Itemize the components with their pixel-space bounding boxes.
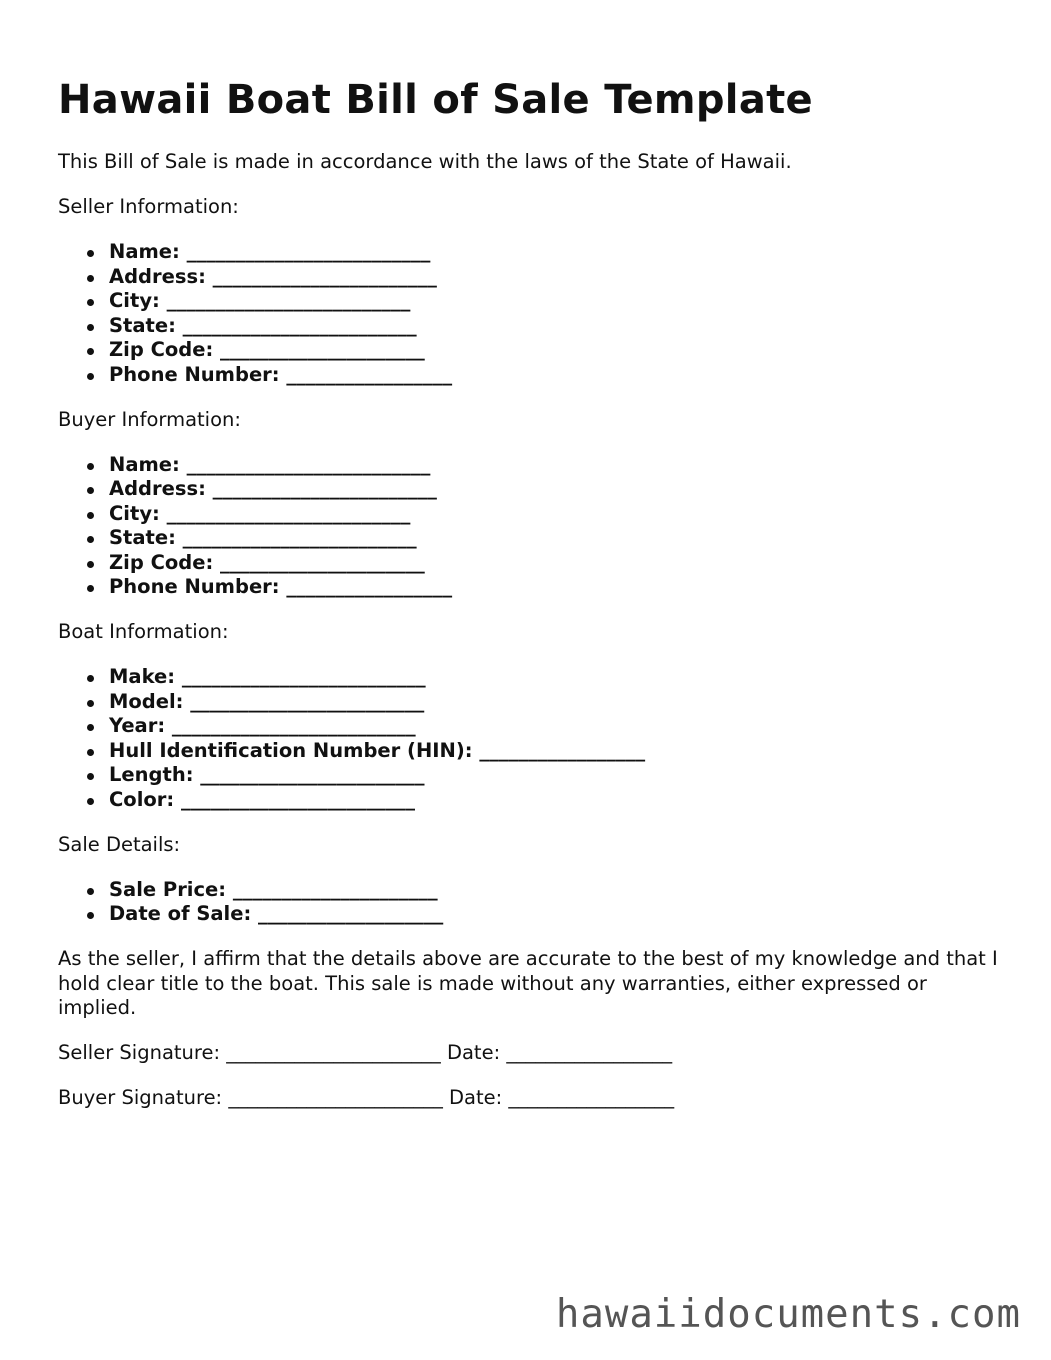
seller-city-field: City: _________________________: [109, 289, 1008, 314]
affirmation-paragraph: As the seller, I affirm that the details above are accurate to the best of my knowledge and that I hold clear title to the boat. This sale is made without any warranties, either expressed or implied.: [58, 947, 998, 1019]
sale-field-list: [58, 878, 1008, 927]
seller-heading: Seller Information:: [58, 195, 239, 218]
seller-address-field: Address: _______________________: [109, 265, 1008, 290]
boat-hin-field: Hull Identification Number (HIN): _________________: [109, 739, 1008, 764]
boat-year-field: Year: _________________________: [109, 714, 1008, 739]
boat-heading: Boat Information:: [58, 620, 229, 643]
boat-length-field: Length: _______________________: [109, 763, 1008, 788]
buyer-heading: Buyer Information:: [58, 407, 241, 431]
buyer-name-field: Name: _________________________: [109, 453, 1008, 478]
seller-zip-field: Zip Code: _____________________: [109, 338, 1008, 363]
seller-name-field: Name: _________________________: [109, 240, 1008, 265]
buyer-field-list: [58, 453, 1008, 600]
buyer-phone-field: Phone Number: _________________: [109, 575, 1008, 600]
watermark: hawaiidocuments.com: [555, 1292, 1021, 1337]
seller-phone-field: Phone Number: _________________: [109, 363, 1008, 388]
buyer-state-field: State: ________________________: [109, 526, 1008, 551]
sale-price-field: Sale Price: _____________________: [109, 878, 1008, 903]
boat-make-field: Make: _________________________: [109, 665, 1008, 690]
boat-field-list: [58, 665, 1008, 812]
document-body: [58, 150, 1008, 1131]
document-title: Hawaii Boat Bill of Sale Template: [58, 77, 813, 123]
seller-signature-line: Seller Signature: ______________________ Date: _________________: [58, 1041, 673, 1064]
sale-date-field: Date of Sale: ___________________: [109, 902, 1008, 927]
buyer-signature-line: Buyer Signature: ______________________ Date: _________________: [58, 1086, 675, 1109]
buyer-zip-field: Zip Code: _____________________: [109, 551, 1008, 576]
seller-field-list: [58, 240, 1008, 387]
intro-paragraph: This Bill of Sale is made in accordance with the laws of the State of Hawaii.: [58, 150, 792, 173]
seller-state-field: State: ________________________: [109, 314, 1008, 339]
buyer-city-field: City: _________________________: [109, 502, 1008, 527]
sale-heading: Sale Details:: [58, 832, 181, 856]
buyer-address-field: Address: _______________________: [109, 477, 1008, 502]
boat-color-field: Color: ________________________: [109, 788, 1008, 813]
boat-model-field: Model: ________________________: [109, 690, 1008, 715]
